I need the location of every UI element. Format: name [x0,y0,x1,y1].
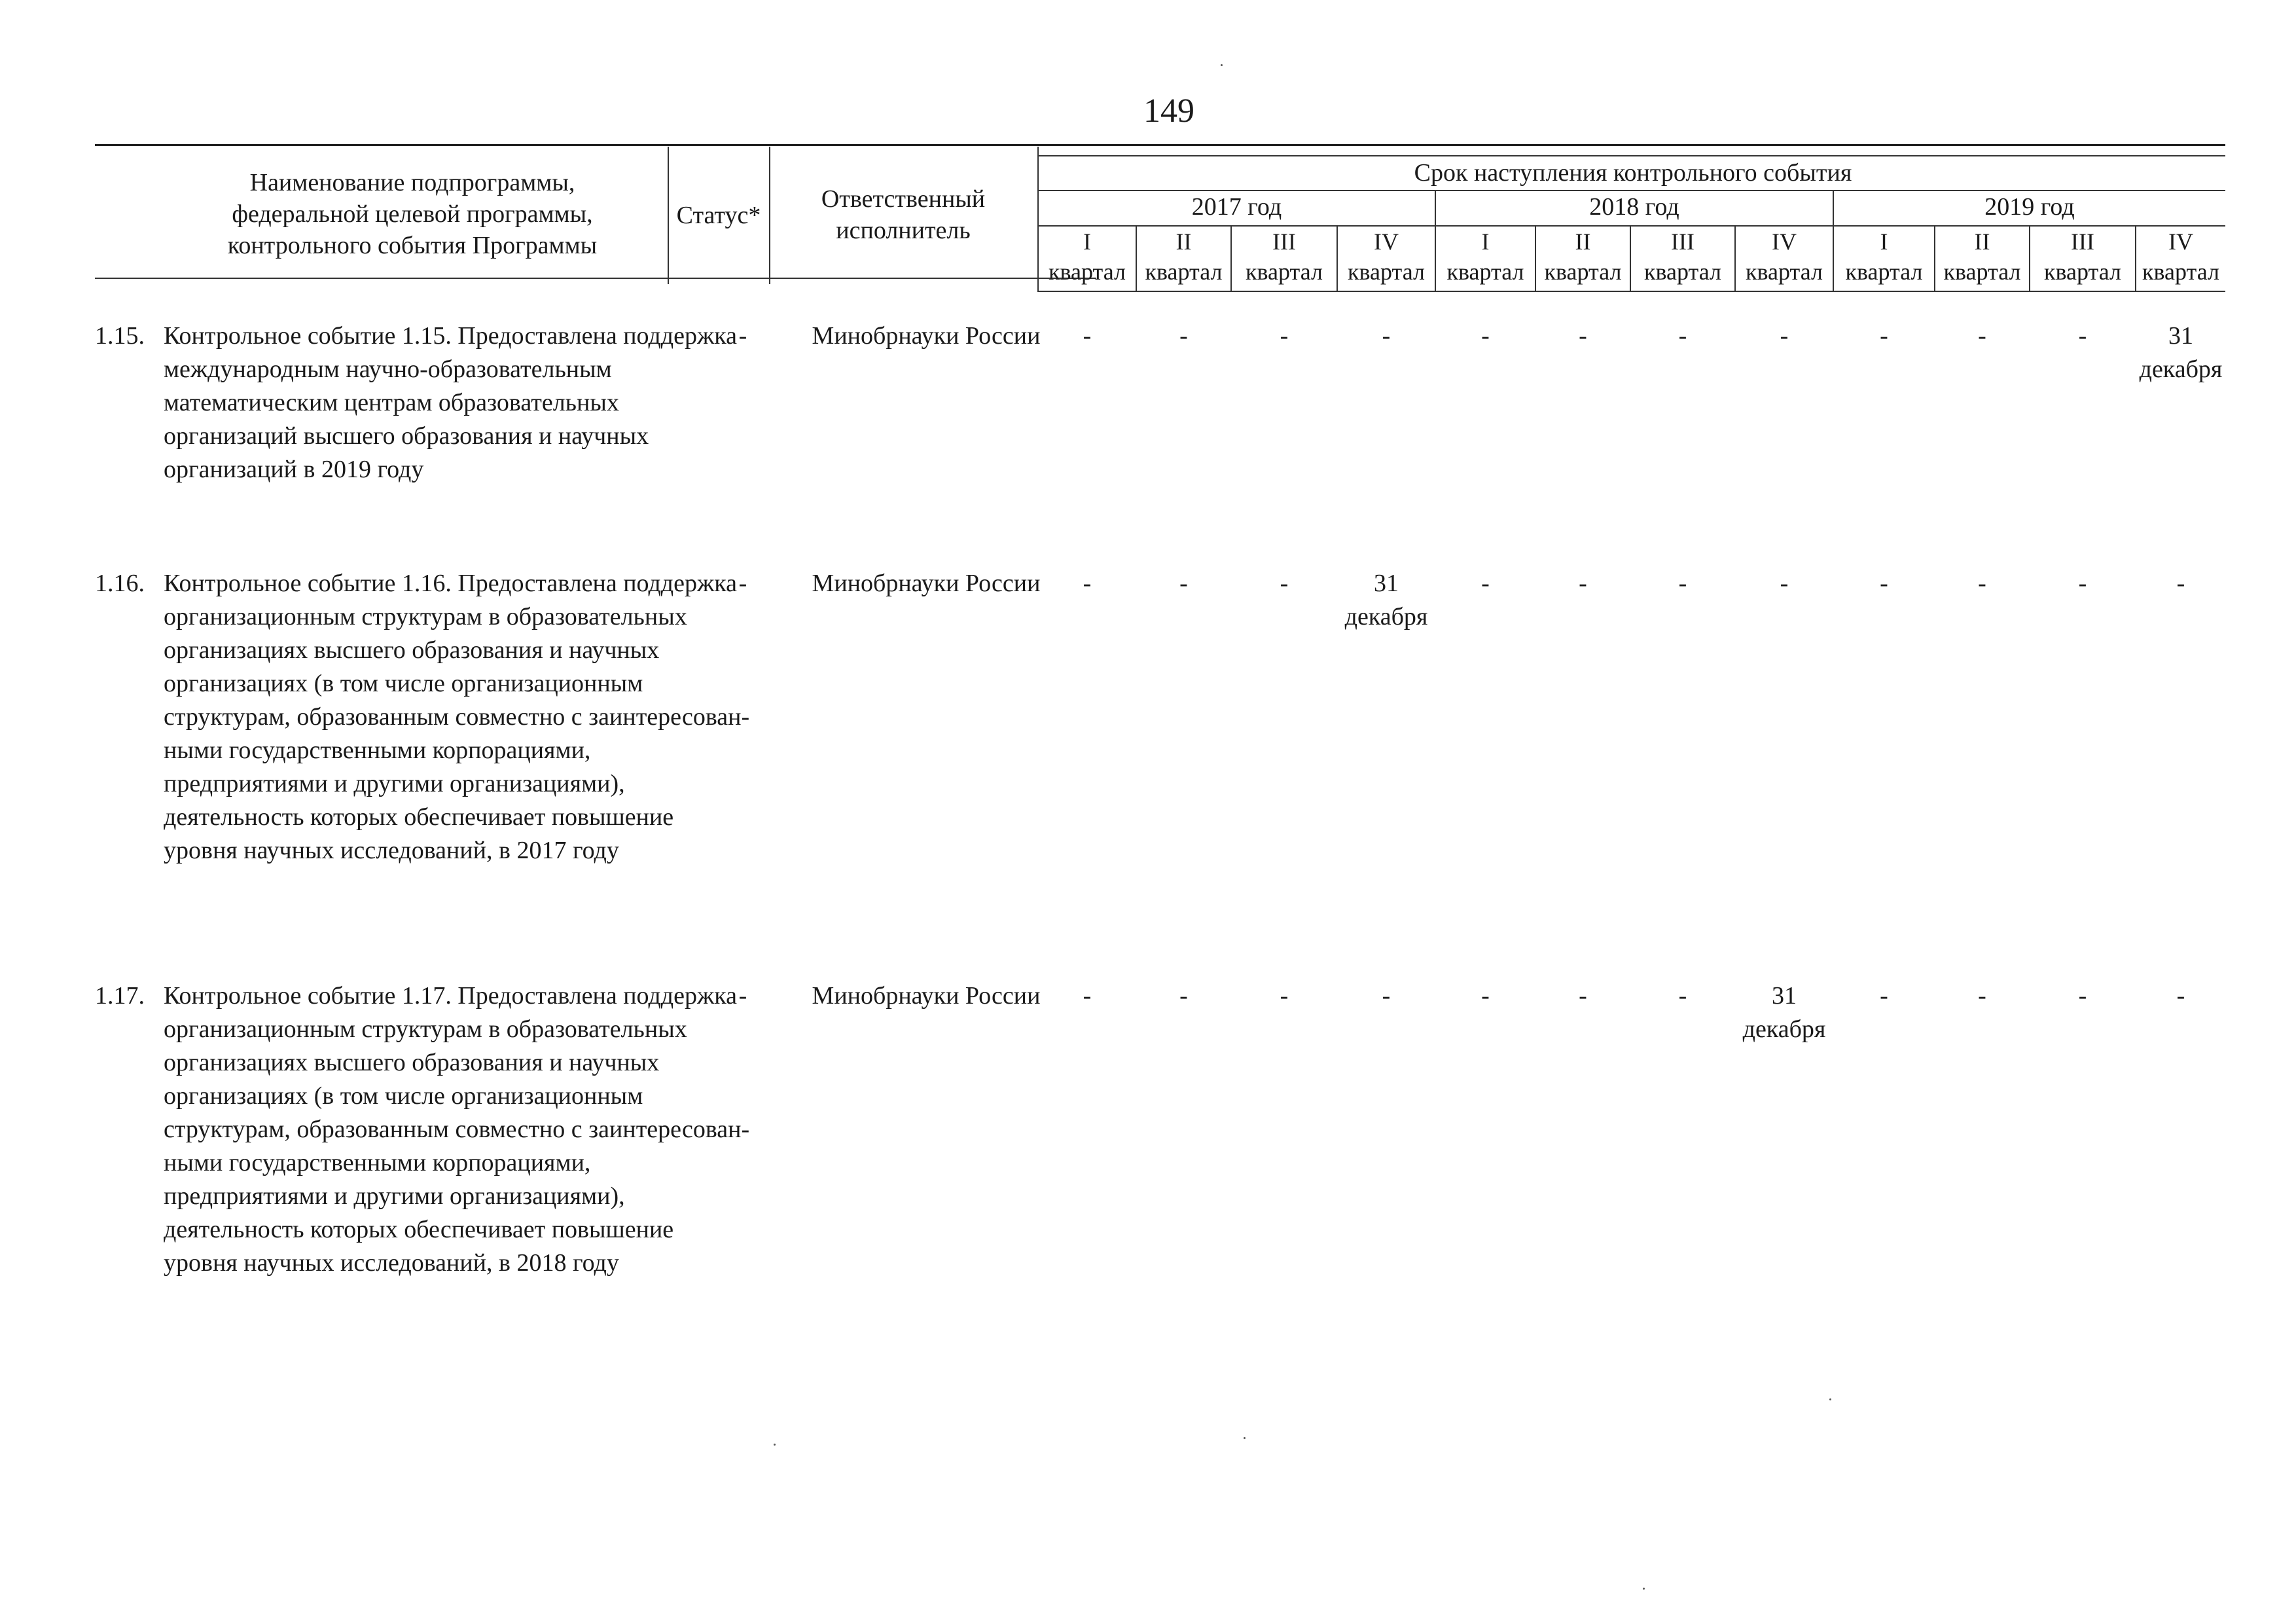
quarter-header: II квартал [1943,228,2021,285]
quarter-value: - [1083,570,1092,597]
quarter-value: - [1280,982,1289,1010]
row-status: - [738,570,747,597]
row-event-text: Контрольное событие 1.16. Предоставлена поддержка организационным структурам в образовательных организациях высшего образования и научных организациях (в том числе организационным структурам, образованным совместно с заинтересован-ными государственными корпорациями, предприятиями и другими организациями), деятельность которых обеспечивает повышение уровня научных исследований, в 2017 году [164,570,750,864]
row-number: 1.15. [95,322,145,350]
header-deadline: Срок наступления контрольного события [1414,159,1852,187]
quarter-value: - [1579,322,1587,350]
row-executor: Минобрнауки России [812,982,1041,1010]
quarter-header: IV квартал [1348,228,1425,285]
quarter-value: - [1678,570,1687,597]
quarter-value: - [1780,570,1789,597]
quarter-header: II квартал [1544,228,1622,285]
row-event-text: Контрольное событие 1.15. Предоставлена поддержка международным научно-образовательным математическим центрам образовательных организаций высшего образования и научных организаций в 2019 году [164,322,738,483]
quarter-value: 31 декабря [1344,570,1428,630]
row-status: - [738,322,747,350]
quarter-value: - [1579,570,1587,597]
quarter-header: IV квартал [1746,228,1823,285]
quarter-value: - [2078,322,2087,350]
quarter-header: III квартал [1246,228,1323,285]
quarter-value: - [1280,570,1289,597]
quarter-value: - [1179,570,1188,597]
row-executor: Минобрнауки России [812,322,1041,350]
quarter-value: - [1179,982,1188,1010]
quarter-value: - [1382,322,1391,350]
divider-status-executor [769,147,770,284]
quarter-value: - [2176,570,2185,597]
quarter-value: - [2176,982,2185,1010]
row-status: - [738,982,747,1010]
quarter-header: II квартал [1145,228,1223,285]
quarter-value: 31 декабря [1742,982,1826,1043]
quarter-value: - [1083,982,1092,1010]
row-event-text: Контрольное событие 1.17. Предоставлена поддержка организационным структурам в образовательных организациях высшего образования и научных организациях (в том числе организационным структурам, образованным совместно с заинтересован-ными государственными корпорациями, предприятиями и другими организациями), деятельность которых обеспечивает повышение уровня научных исследований, в 2018 году [164,982,750,1277]
quarter-value: - [1579,982,1587,1010]
quarter-value: - [1880,322,1888,350]
quarter-header: I квартал [1049,228,1126,285]
row-number: 1.17. [95,982,145,1010]
quarter-value: - [1481,570,1490,597]
quarter-value: - [2078,570,2087,597]
row-executor: Минобрнауки России [812,570,1041,597]
header-top-rule [95,144,2225,146]
row-number: 1.16. [95,570,145,597]
header-status-column: Статус* [676,202,761,229]
quarter-value: - [1978,982,1986,1010]
quarter-value: - [1978,570,1986,597]
quarter-header: I квартал [1845,228,1923,285]
page-number: 149 [1143,92,1194,130]
quarter-header: I квартал [1446,228,1524,285]
quarter-value: - [1880,982,1888,1010]
quarter-value: - [1481,982,1490,1010]
header-year-2019: 2019 год [1984,193,2075,221]
quarter-value: - [1280,322,1289,350]
quarter-value: - [1083,322,1092,350]
header-bottom-rule-left [95,278,1096,279]
quarter-value: - [1978,322,1986,350]
quarter-header: IV квартал [2142,228,2219,285]
header-name-column: Наименование подпрограммы, федеральной целевой программы, контрольного события Программы [227,169,598,259]
quarter-value: - [2078,982,2087,1010]
quarter-value: - [1780,322,1789,350]
quarter-value: 31 декабря [2139,322,2223,383]
quarter-header: III квартал [2044,228,2121,285]
header-executor-column: Ответственный исполнитель [821,185,986,244]
header-bottom-rule-right [1037,291,2225,292]
scan-speck [1221,64,1223,66]
scan-speck [774,1444,776,1446]
header-year-2018: 2018 год [1589,193,1679,221]
quarter-header: III квартал [1644,228,1721,285]
quarter-value: - [1678,322,1687,350]
quarter-value: - [1880,570,1888,597]
quarter-value: - [1179,322,1188,350]
scan-speck [1244,1437,1246,1439]
scan-speck [1829,1398,1831,1400]
scan-speck [1643,1588,1645,1590]
quarter-value: - [1481,322,1490,350]
header-year-2017: 2017 год [1191,193,1282,221]
quarter-value: - [1382,982,1391,1010]
quarter-value: - [1678,982,1687,1010]
deadline-top-rule [1037,155,2225,156]
